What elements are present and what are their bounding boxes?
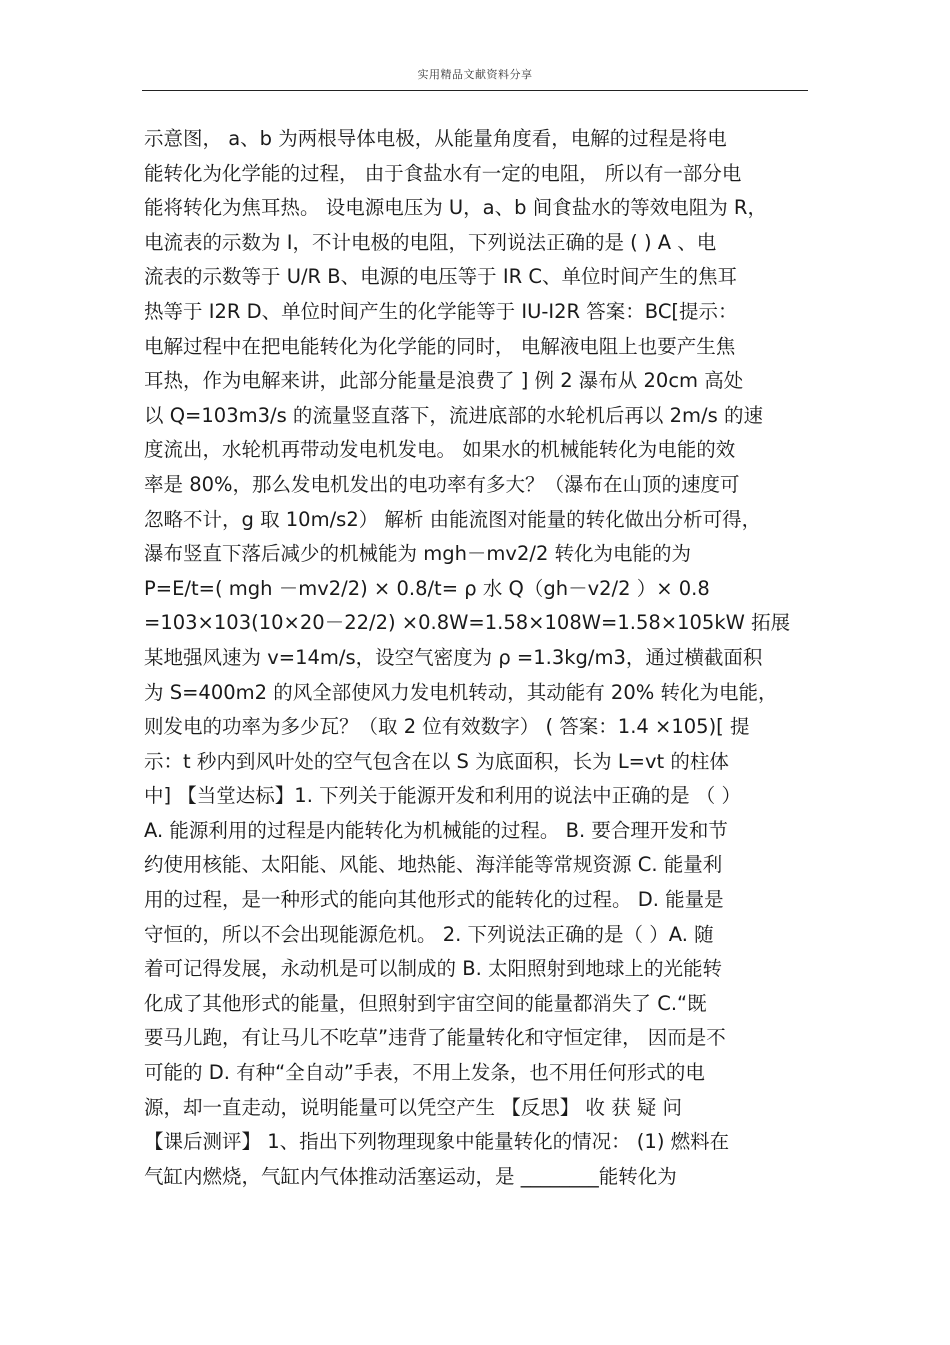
text-line: 电解过程中在把电能转化为化学能的同时， 电解液电阻上也要产生焦 <box>144 334 736 358</box>
text-line: P=E/t=( mgh －mv2/2) × 0.8/t= ρ 水 Q（gh－v2/2 ）× 0.8 <box>144 576 710 600</box>
text-line: 忽略不计，g 取 10m/s2） 解析 由能流图对能量的转化做出分析可得， <box>144 507 762 531</box>
text-line: 以 Q=103m3/s 的流量竖直落下，流进底部的水轮机后再以 2m/s 的速 <box>144 403 763 427</box>
text-line: 【课后测评】 1、指出下列物理现象中能量转化的情况： (1) 燃料在 <box>144 1130 730 1154</box>
text-line: 能转化为化学能的过程， 由于食盐水有一定的电阻， 所以有一部分电 <box>144 161 742 185</box>
text-line: 能将转化为焦耳热。 设电源电压为 U，a、b 间食盐水的等效电阻为 R， <box>144 196 767 220</box>
text-line: 用的过程，是一种形式的能向其他形式的能转化的过程。 D. 能量是 <box>144 888 724 912</box>
text-line: 要马儿跑，有让马儿不吃草”违背了能量转化和守恒定律， 因而是不 <box>144 1026 726 1050</box>
text-line: 中] 【当堂达标】1. 下列关于能源开发和利用的说法中正确的是 （ ） <box>144 784 742 808</box>
page-header-title: 实用精品文献资料分享 <box>417 68 533 81</box>
text-line: 示：t 秒内到风叶处的空气包含在以 S 为底面积，长为 L=vt 的柱体 <box>144 749 729 773</box>
document-body <box>144 122 814 1194</box>
text-line: 度流出，水轮机再带动发电机发电。 如果水的机械能转化为电能的效 <box>144 438 736 462</box>
text-line: =103×103(10×20－22/2) ×0.8W=1.58×108W=1.58×105kW 拓展 <box>144 611 791 635</box>
header-divider <box>142 90 808 91</box>
text-line: 示意图， a、b 为两根导体电极，从能量角度看，电解的过程是将电 <box>144 127 727 150</box>
text-line: 耳热，作为电解来讲，此部分能量是浪费了 ] 例 2 瀑布从 20cm 高处 <box>144 369 744 393</box>
text-line: A. 能源利用的过程是内能转化为机械能的过程。 B. 要合理开发和节 <box>144 818 728 842</box>
text-line: 热等于 I2R D、单位时间产生的化学能等于 IU-I2R 答案：BC[提示： <box>144 299 738 323</box>
text-line: 流表的示数等于 U/R B、电源的电压等于 IR C、单位时间产生的焦耳 <box>144 265 737 289</box>
text-line: 瀑布竖直下落后减少的机械能为 mgh－mv2/2 转化为电能的为 <box>144 542 692 566</box>
text-line: 则发电的功率为多少瓦？（取 2 位有效数字） ( 答案：1.4 ×105)[ 提 <box>144 715 750 739</box>
text-line: 气缸内燃烧，气缸内气体推动活塞运动，是 ________能转化为 <box>144 1164 677 1188</box>
text-line: 约使用核能、太阳能、风能、地热能、海洋能等常规资源 C. 能量利 <box>144 853 723 877</box>
text-line: 着可记得发展，永动机是可以制成的 B. 太阳照射到地球上的光能转 <box>144 957 722 981</box>
text-line: 源，却一直走动，说明能量可以凭空产生 【反思】 收 获 疑 问 <box>144 1095 682 1119</box>
text-line: 守恒的，所以不会出现能源危机。 2. 下列说法正确的是（ ）A. 随 <box>144 922 714 946</box>
text-line: 某地强风速为 v=14m/s，设空气密度为 ρ =1.3kg/m3，通过横截面积 <box>144 645 763 669</box>
text-line: 为 S=400m2 的风全部使风力发电机转动，其动能有 20% 转化为电能， <box>144 680 778 704</box>
text-line: 化成了其他形式的能量，但照射到宇宙空间的能量都消失了 C.“既 <box>144 991 707 1015</box>
text-line: 电流表的示数为 I，不计电极的电阻，下列说法正确的是 ( ) A 、电 <box>144 230 717 254</box>
text-line: 率是 80%，那么发电机发出的电功率有多大？（瀑布在山顶的速度可 <box>144 472 740 496</box>
text-line: 可能的 D. 有种“全自动”手表，不用上发条，也不用任何形式的电 <box>144 1061 705 1085</box>
